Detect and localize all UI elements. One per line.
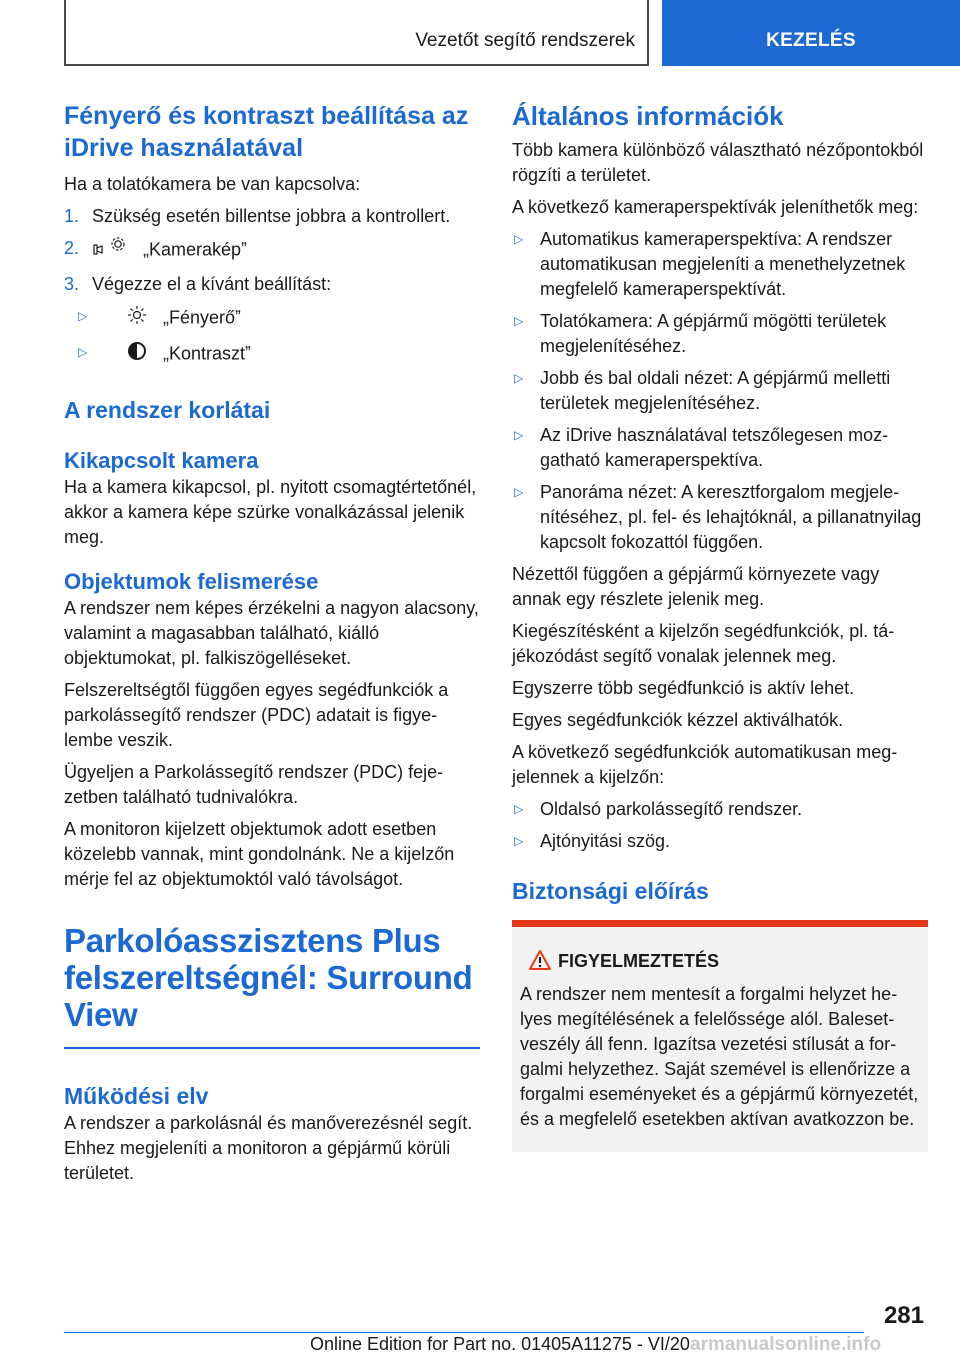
brightness-icon [126, 304, 148, 333]
helper-text: Kiegészítésként a kijelzőn segédfunkciók, pl. tájékozódást segítő vonalak jelennek meg. [512, 621, 895, 666]
section-title: Parkolóasszisztens Plus felszereltségnél: Surround View [64, 922, 473, 1033]
warning-box [512, 920, 928, 1152]
edition-text: Online Edition for Part no. 01405A11275 - VI/20 [310, 1334, 690, 1354]
perspective-item [512, 366, 928, 416]
substep-text: „Kontrasztˮ [163, 343, 252, 364]
principle-heading: Működési elv [64, 1083, 209, 1109]
watermark-logo: armanualsonline.info [690, 1334, 882, 1355]
general-text-1: Több kamera különböző választható nézőpontokból rögzíti a területet. [512, 140, 924, 185]
camera-off-text: Ha a kamera kikapcsol, pl. nyitott csomagtértetőnél, akkor a kamera képe szürke vonalkázással jelenik meg. [64, 477, 477, 547]
triangle-bullet-icon: ▷ [514, 428, 524, 442]
step-text: „Kameraképˮ [143, 239, 248, 260]
perspective-item [512, 309, 928, 359]
auto-function-text: Ajtónyitási szög. [540, 831, 671, 851]
objects-text-3: Ügyeljen a Parkolássegítő rendszer (PDC) fejezetben található tudnivalókra. [64, 762, 444, 807]
perspective-text: Panoráma nézet: A keresztforgalom megjelenítéséhez, pl. fel- és lehajtóknál, a pillanatnyilag kapcsolt fokozattól függően. [540, 482, 922, 552]
page-number: 281 [883, 1302, 924, 1329]
warning-header [520, 949, 920, 974]
principle-text: A rendszer a parkolásnál és manőverezésnél segít. Ehhez megjeleníti a monitoron a gépjármű körüli területet. [64, 1113, 473, 1183]
warning-triangle-icon [528, 949, 552, 971]
triangle-bullet-icon: ▷ [78, 345, 88, 359]
perspective-text: Automatikus kameraperspektíva: A rendszer automatikusan megjeleníti a menethelyzetnek megfelelő kameraperspektívát. [540, 229, 906, 299]
brightness-heading: Fényerő és kontraszt beállítása az iDrive használatával [64, 102, 469, 162]
step-2 [64, 236, 480, 265]
triangle-bullet-icon: ▷ [514, 371, 524, 385]
perspective-item [512, 227, 928, 302]
manual-text: Egyes segédfunkciók kézzel aktiválhatók. [512, 710, 844, 730]
header-frame [64, 0, 649, 66]
step-number: 1. [64, 206, 80, 226]
view-text: Nézettől függően a gépjármű környezete vagy annak egy részlete jelenik meg. [512, 564, 880, 609]
triangle-bullet-icon: ▷ [514, 232, 524, 246]
step-text: Végezze el a kívánt beállítást: [92, 274, 332, 294]
multiple-text: Egyszerre több segédfunkció is aktív lehet. [512, 678, 855, 698]
perspective-text: Tolatókamera: A gépjármű mögötti területek megjelenítéséhez. [540, 311, 887, 356]
auto-function-item [512, 797, 928, 822]
limits-heading: A rendszer korlátai [64, 397, 271, 423]
section-tab [662, 0, 960, 66]
perspective-text: Az iDrive használatával tetszőlegesen mozgatható kameraperspektíva. [540, 425, 889, 470]
section-rule [64, 1047, 480, 1049]
section-tab-label: KEZELÉS [766, 30, 856, 51]
substep-brightness [64, 304, 480, 333]
step-3 [64, 272, 480, 297]
footer-rule [64, 1332, 864, 1333]
perspective-text: Jobb és bal oldali nézet: A gépjármű melletti területek megjelenítéséhez. [540, 368, 891, 413]
auto-function-text: Oldalsó parkolássegítő rendszer. [540, 799, 803, 819]
right-column [512, 100, 928, 1152]
step-1 [64, 204, 480, 229]
triangle-bullet-icon: ▷ [514, 834, 524, 848]
substep-contrast [64, 340, 480, 369]
brightness-intro: Ha a tolatókamera be van kapcsolva: [64, 174, 361, 194]
objects-text-1: A rendszer nem képes érzékelni a nagyon alacsony, valamint a magasabban található, kiálló objektumokat, pl. falkiszögelléseket. [64, 598, 479, 668]
general-heading: Általános információk [512, 101, 784, 131]
general-text-2: A következő kameraperspektívák jeleníthetők meg: [512, 197, 919, 217]
contrast-icon [126, 340, 148, 369]
perspective-item [512, 480, 928, 555]
warning-label: FIGYELMEZTETÉS [558, 951, 720, 971]
objects-heading: Objektumok felismerése [64, 569, 319, 594]
substep-text: „Fényerőˮ [163, 307, 242, 328]
objects-text-4: A monitoron kijelzett objektumok adott esetben közelebb vannak, mint gondolnánk. Ne a kijelzőn mérje fel az objektumoktól való távolságot. [64, 819, 455, 889]
left-column [64, 100, 480, 1193]
safety-heading: Biztonsági előírás [512, 878, 709, 904]
triangle-bullet-icon: ▷ [514, 802, 524, 816]
warning-text: A rendszer nem mentesít a forgalmi helyzet helyes megítélésének a felelőssége alól. Balesetveszély áll fenn. Igazítsa vezetési stílusát a forgalmi helyzethez. Saját szemével is ellenőrizze a forgalmi eseményeket és a gépjármű környezetét, és a megfelelő esetekben aktívan avatkozzon be. [520, 984, 919, 1129]
objects-text-2: Felszereltségtől függően egyes segédfunkciók a parkolássegítő rendszer (PDC) adatait is figyelembe veszik. [64, 680, 449, 750]
camera-off-heading: Kikapcsolt kamera [64, 448, 259, 473]
chapter-title: Vezetőt segítő rendszerek [415, 30, 635, 51]
auto-text: A következő segédfunkciók automatikusan megjelennek a kijelzőn: [512, 742, 898, 787]
step-text: Szükség esetén billentse jobbra a kontrollert. [92, 206, 451, 226]
perspective-item [512, 423, 928, 473]
auto-function-item [512, 829, 928, 854]
step-number: 3. [64, 274, 80, 294]
triangle-bullet-icon: ▷ [78, 309, 88, 323]
step-number: 2. [64, 238, 80, 258]
triangle-bullet-icon: ▷ [514, 485, 524, 499]
camera-settings-icon [92, 236, 128, 265]
triangle-bullet-icon: ▷ [514, 314, 524, 328]
